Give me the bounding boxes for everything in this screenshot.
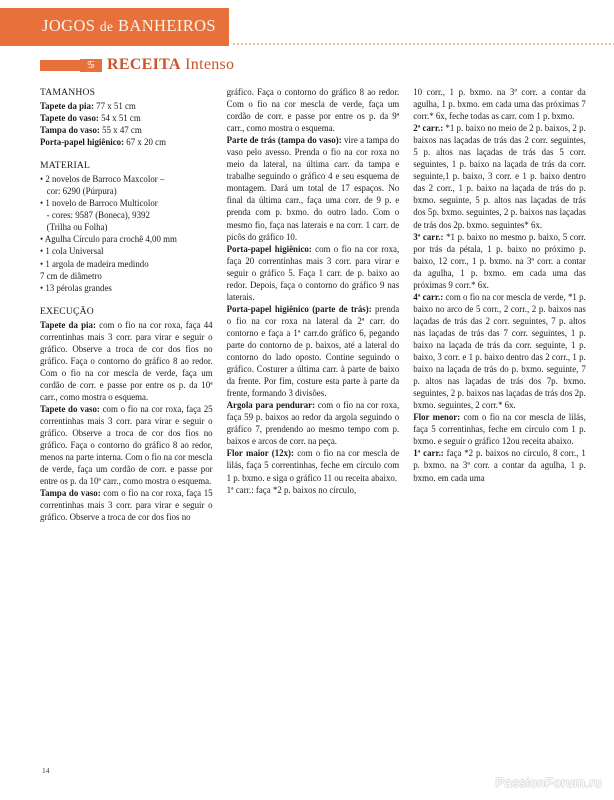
paragraph-lead: 4ª carr.:	[413, 291, 444, 302]
paragraph-continuation: 10 corr., 1 p. bxmo. na 3ª corr. a contar da agulha, 1 p. bxmo. em cada uma das próximas 7 corr.* 6x, feche todas as carr. com 1 p. bxmo.	[413, 87, 586, 122]
heading-material: MATERIAL	[40, 160, 91, 172]
material-list	[40, 173, 213, 293]
page-title-rest: BANHEIROS	[117, 16, 216, 35]
paragraph-flor-menor	[413, 411, 586, 447]
page-title-de: de	[99, 19, 114, 34]
heading-tamanhos: TAMANHOS	[40, 87, 96, 98]
list-item: • 13 pérolas grandes	[40, 282, 112, 293]
spacer	[40, 148, 213, 159]
paragraph-body: com o fio na cor roxa, faça 15 correntinhas mais 3 corr. para virar e seguir o gráfico. Observe a troca de cor dos fios no	[40, 488, 213, 523]
size-label: Porta-papel higiênico:	[40, 137, 125, 148]
size-value: 54 x 51 cm	[98, 113, 141, 124]
paragraph-lead: 3ª carr.:	[413, 231, 444, 242]
recipe-color-swatch	[40, 60, 80, 71]
page-title	[42, 16, 242, 36]
column-2	[227, 86, 400, 764]
paragraph-tapete-do-vaso	[40, 403, 213, 487]
paragraph-porta-papel	[227, 243, 400, 303]
paragraph-body: faça *2 p. baixos no círculo, 8 corr., 1 p. bxmo. na 3ª corr. a contar da agulha, 1 p. bxmo. em cada uma	[413, 448, 586, 483]
recipe-label-bold: RECEITA	[107, 56, 181, 73]
recipe-banner	[40, 54, 234, 76]
size-label: Tapete da pia:	[40, 101, 94, 111]
size-row-tampa-vaso	[40, 124, 213, 136]
paragraph-lead: Tapete do vaso:	[40, 403, 100, 414]
paragraph-parte-de-tras	[227, 134, 400, 242]
scissors-icon: ♋	[80, 59, 102, 72]
paragraph-body: com o fio na cor roxa, faça 59 p. baixos ao redor da argola seguindo o gráfico 7, prendendo ao mesmo tempo com p. baixos e arcos de corr. na peça.	[226, 400, 400, 447]
paragraph-body: prenda o fio na cor roxa na lateral da 2ª carr. do contorno e faça a 1ª carr.do gráfico 6, pegando parte do contorno de p. baixos, até a lateral do contorno do lado oposto. Contine seguindo o gráfico. Costurer a última carr. à parte de baixo da frente. Por fim, costure esta parte à parte da frente, formando 3 divisões.	[226, 303, 400, 399]
paragraph-continuation: gráfico. Faça o contorno do gráfico 8 ao redor. Com o fio na cor mescla de verde, faça um cordão de corr. e passe por entre os p. da 9ª carr., como mostra o esquema.	[226, 87, 400, 134]
size-row-tapete-vaso	[40, 112, 213, 124]
list-item: • 1 novelo de Barroco Multicolor	[40, 198, 158, 209]
heading-execucao: EXECUÇÃO	[40, 305, 94, 317]
paragraph-body: com o fio na cor roxa, faça 20 correntinhas mais 3 corr. para virar e seguir o gráfico 5. Faça 1 carr. de p. baixo ao redor. Depois, faça o contorno do gráfico 9 nas laterais.	[226, 243, 400, 302]
paragraph-carr-4	[413, 291, 586, 411]
list-item: • 1 argola de madeira medindo	[40, 258, 149, 269]
header-dotted-rule	[232, 43, 614, 45]
paragraph-carr-2	[413, 122, 586, 230]
paragraph-lead: Tapete da pia:	[40, 319, 96, 330]
recipe-label-light: Intenso	[185, 56, 235, 73]
list-item: (Trilha ou Folha)	[40, 222, 108, 233]
size-label: Tampa do vaso:	[40, 125, 100, 136]
article-columns	[40, 86, 586, 764]
paragraph-lead: Parte de trás (tampa do vaso):	[226, 135, 342, 146]
paragraph-body: *1 p. baixo no mesmo p. baixo, 5 corr. por trás da pétala, 1 p. baixo no próximo p. baixo, 12 corr., 1 p. bxmo. na 3ª corr. a contar da agulha, 1 p. bxmo. em cada uma das próximas 9 corr.* 6x.	[413, 231, 586, 290]
paragraph-body: vire a tampa do vaso pelo avesso. Prenda o fio na cor roxa no meio da lateral, na última carr. da tampa e trabalhe seguindo o gráfico 4 e seu esquema de montagem. Dará um total de 17 espaços. No final da última carr., faça uma corr. de 9 p. e prenda com p. bxmo. do outro lado. Com o mesmo fio, faça nas laterais e na corr. 1 carr. de picôs do gráfico 10.	[226, 135, 400, 242]
page-title-main: JOGOS	[42, 16, 96, 35]
size-value: 67 x 20 cm	[124, 137, 166, 148]
paragraph-body: com o fio na cor mescla de lilás, faça 5 correntinhas, feche em círculo com 1 p. bxmo. e siga o gráfico 11 ou receita abaixo.	[226, 448, 400, 483]
watermark: PassionForum.ru	[495, 775, 602, 790]
paragraph-lead: Argola para pendurar:	[226, 400, 316, 411]
paragraph-argola	[227, 399, 400, 447]
paragraph-lead: Tampa do vaso:	[40, 488, 101, 499]
column-1	[40, 86, 213, 764]
paragraph-tampa-do-vaso	[40, 487, 213, 523]
list-item: cor: 6290 (Púrpura)	[40, 186, 117, 197]
paragraph-tapete-da-pia	[40, 319, 213, 403]
paragraph-body: *1 p. baixo no meio de 2 p. baixos, 2 p. baixos nas laçadas de trás das 2 corr. seguintes, 5 p. altos nas laçadas de trás das 5 corr. seguintes, 1 p. baixo na laçada de trás da corr. seguinte,1 p. baixo, 3 corr. e 1 p. baixo dentro das 2 corr., 1 p. baixo na laçada de trás do p. bxmo. seguinte, 5 p. altos nas laçadas de trás dos 5p. bxmo. seguintes, 2 p. baixos nas laçadas de trás dos 2p. bxmo. seguintes* 6x.	[413, 123, 586, 230]
list-item: 7 cm de diâmetro	[40, 270, 102, 281]
size-label: Tapete do vaso:	[40, 113, 99, 124]
recipe-label	[107, 56, 234, 74]
paragraph-body: com o fio na cor roxa, faça 44 correntinhas mais 3 corr. para virar e seguir o gráfico. Observe a troca de cor dos fios no gráfico. Faça o contorno do gráfico 8 ao redor. Com o fio na cor mescla de verde, faça um cordão de corr. e passe por entre os p. da 10ª carr., como mostra o esquema.	[40, 319, 213, 402]
size-row-porta-papel	[40, 136, 213, 148]
list-item: - cores: 9587 (Boneca), 9392	[40, 210, 150, 221]
paragraph-lead: Flor menor:	[413, 412, 461, 423]
paragraph-lead: 1ª carr.:	[413, 448, 444, 459]
paragraph-carr-1: 1ª carr.: faça *2 p. baixos no círculo,	[226, 484, 357, 495]
spacer	[40, 294, 213, 305]
list-item: • 1 cola Universal	[40, 246, 104, 257]
paragraph-lead: Porta-papel higiênico (parte de trás):	[226, 303, 372, 314]
page-number: 14	[42, 766, 50, 775]
paragraph-body: com o fio na cor mescla de lilás, faça 5 correntinhas, feche em círculo com 1 p. bxmo. e seguir o gráfico 12ou receita abaixo.	[413, 412, 586, 447]
paragraph-body: com o fio na cor mescla de verde, *1 p. baixo no arco de 5 corr., 2 corr., 2 p. baixos nas laçadas de trás das 2 corr. seguintes, 7 p. altos nas laçadas de trás das 7 corr. seguintes, 1 p. baixo na laçada de trás da corr. seguinte, 1 p. baixo, 3 corr. e 1 p. baixo dentro das 2 corr., 1 p. baixo na laçada de trás do p. bxmo. seguinte, 7 p. altos nas laçadas de trás dos 7p. bxmo. seguintes, 2 p. baixos nas laçadas de trás dos 2p. bxmo. seguintes, 2 corr.* 6x.	[413, 291, 586, 411]
list-item: • 2 novelos de Barroco Maxcolor –	[40, 174, 165, 185]
paragraph-carr-3	[413, 231, 586, 291]
size-value: 55 x 47 cm	[99, 125, 142, 136]
paragraph-lead: Porta-papel higiênico:	[226, 243, 312, 254]
column-3	[413, 86, 586, 764]
paragraph-porta-papel-tras	[227, 303, 400, 399]
paragraph-lead: 2ª carr.:	[413, 123, 444, 134]
paragraph-lead: Flor maior (12x):	[226, 448, 294, 459]
paragraph-body: com o fio na cor roxa, faça 25 correntinhas mais 3 corr. para virar e seguir o gráfico. Observe a troca de cor dos fios no gráfico. Faça o contorno do gráfico 8 ao redor, menos na parte interna. Com o fio na cor mescla de verde, faça um cordão de corr. e passe por entre os p. da 10ª carr., como mostra o esquema.	[40, 403, 213, 487]
paragraph-carr-1-menor	[413, 447, 586, 483]
paragraph-flor-maior	[227, 447, 400, 483]
size-value: 77 x 51 cm	[93, 101, 136, 111]
size-row-tapete-pia	[40, 100, 213, 112]
list-item: • Agulha Círculo para crochê 4,00 mm	[40, 234, 177, 245]
